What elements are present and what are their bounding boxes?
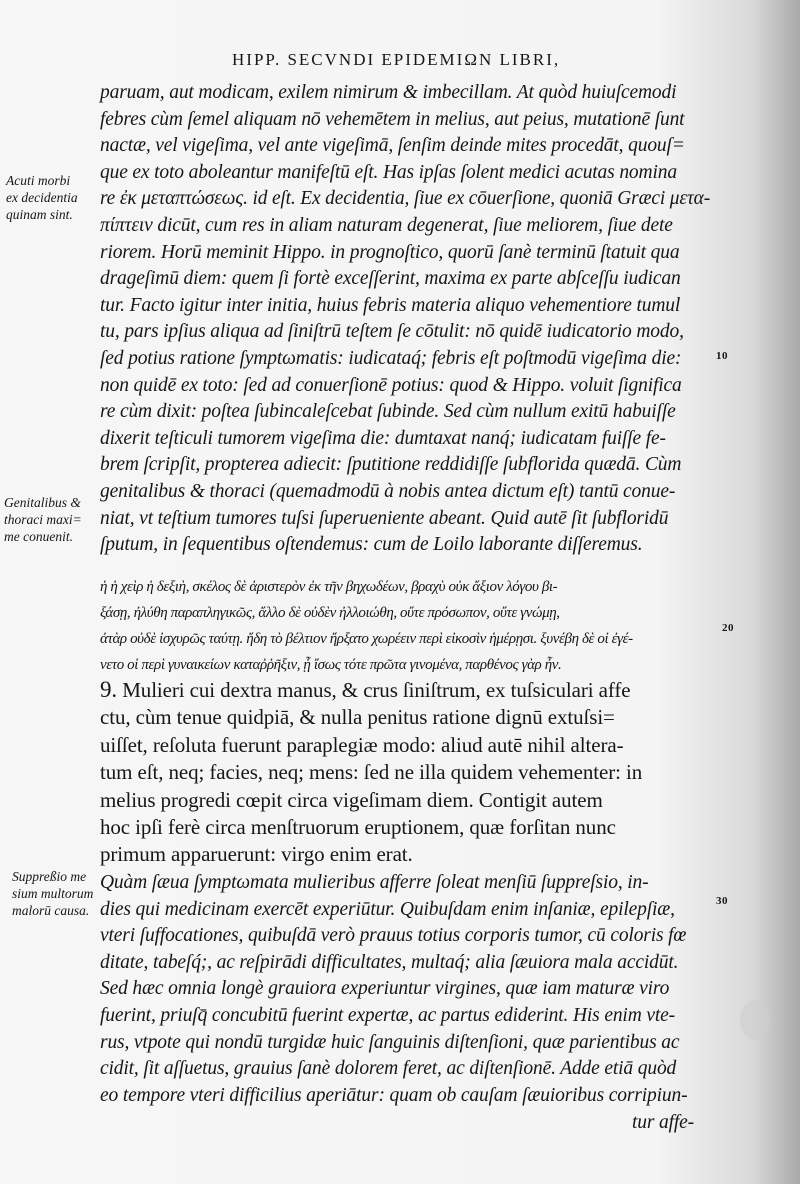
commentary-line-10: ſed potius ratione ſymptωmatis: iudicataq́; febris eſt poſtmodū vigeſima die: bbox=[100, 347, 682, 369]
commentary-line-1: febres cùm ſemel aliquam nō vehemētem in melius, aut peius, mutationē ſunt bbox=[100, 108, 685, 130]
aphorism-first-line bbox=[100, 676, 710, 704]
margin-note-line: Acuti morbi bbox=[6, 173, 71, 188]
margin-note-suppressio bbox=[12, 868, 107, 919]
commentary-line-8: tur. Facto igitur inter initia, huius febris materia aliquo vehementiore tumul bbox=[100, 294, 681, 316]
margin-note-line: Suppreßio me bbox=[12, 869, 87, 884]
line-number-30: 30 bbox=[716, 895, 728, 907]
commentary2-line-7: cidit, ſit aſſuetus, grauius ſanè dolorem feret, ac diſtenſionē. Adde etiā quòd bbox=[100, 1058, 677, 1080]
margin-note-genitalibus bbox=[4, 494, 99, 545]
line-number-10: 10 bbox=[716, 350, 728, 362]
page-blemish bbox=[740, 1000, 770, 1040]
commentary-line-14: brem ſcripſit, propterea adiecit: ſputitione reddidiſſe ſubflorida quædā. Cùm bbox=[100, 454, 682, 476]
commentary-line-13: dixerit teſticuli tumorem vigeſima die: dumtaxat nanq́; iudicatam fuiſſe fe- bbox=[100, 427, 666, 449]
commentary-line-4: re ἐκ μεταπτώσεως. id eſt. Ex decidentia, ſiue ex cōuerſione, quoniā Græci μετα- bbox=[100, 188, 711, 210]
commentary-line-2: nactæ, vel vigeſima, vel ante vigeſimā, ſenſim deinde mites procedāt, quouſ= bbox=[100, 135, 685, 157]
commentary-line-16: niat, vt teſtium tumores tuſsi ſuperueniente abeant. Quid autē ſit ſubfloridū bbox=[100, 507, 669, 529]
commentary2-line-1: dies qui medicinam exercēt experiūtur. Quibuſdam enim inſaniæ, epilepſiæ, bbox=[100, 898, 675, 920]
margin-note-line: Genitalibus & bbox=[4, 495, 81, 510]
commentary-line-11: non quidē ex toto: ſed ad conuerſionē potius: quod & Hippo. voluit ſignifica bbox=[100, 374, 682, 396]
commentary-line-7: drageſimū diem: quem ſi fortè exceſſerint, maxima ex parte abſceſſu iudican bbox=[100, 268, 681, 290]
running-header: HIPP. SECVNDI EPIDEMIΩN LIBRI, bbox=[232, 50, 561, 69]
commentary2-line-4: Sed hæc omnia longè grauiora experiuntur virgines, quæ iam maturæ viro bbox=[100, 978, 670, 1000]
aphorism-line-1: ctu, cùm tenue quidpiā, & nulla penitus ratione dignū extuſsi= bbox=[100, 705, 615, 730]
aphorism-line-5: hoc ipſi ferè circa menſtruorum eruptionem, quæ forſitan nunc bbox=[100, 815, 616, 840]
commentary-line-6: riorem. Horū meminit Hippo. in prognoſtico, quorū ſanè terminū ſtatuit qua bbox=[100, 241, 680, 263]
commentary2-line-6: rus, vtpote qui nondū turgidæ huic ſanguinis diſtenſioni, quæ parientibus ac bbox=[100, 1031, 680, 1053]
greek-line-2: ἀτὰρ οὐδὲ ἰσχυρῶς ταύτῃ. ἤδη τὸ βέλτιον ἤρξατο χωρέειν περὶ εἰκοσὶν ἡμέρῃσι. ξυνέβη δὲ οἱ ἐγέ- bbox=[100, 631, 633, 647]
margin-note-line: ex decidentia bbox=[6, 190, 78, 205]
aphorism-line-0: Mulieri cui dextra manus, & crus ſiniſtrum, ex tuſsiculari affe bbox=[122, 678, 631, 702]
greek-quotation bbox=[100, 574, 710, 678]
margin-note-line: quinam sint. bbox=[6, 207, 73, 222]
margin-note-acuti bbox=[6, 172, 101, 223]
commentary-line-3: que ex toto aboleantur manifeſtū eſt. Has ipſas ſolent medici acutas nomina bbox=[100, 161, 677, 183]
commentary2-line-2: vteri ſuffocationes, quibuſdā verò prauus totius corporis tumor, cū coloris fœ bbox=[100, 925, 687, 947]
paragraph-commentary-2 bbox=[100, 870, 710, 1109]
paragraph-commentary-1 bbox=[100, 80, 710, 559]
aphorism-line-6: primum apparuerunt: virgo enim erat. bbox=[100, 842, 413, 867]
catchword: tur affe- bbox=[632, 1112, 695, 1133]
commentary2-line-0: Quàm ſæua ſymptωmata mulieribus afferre ſoleat menſiū ſuppreſsio, in- bbox=[100, 872, 649, 893]
margin-note-line: sium multorum bbox=[12, 886, 94, 901]
commentary2-line-8: eo tempore vteri difficilius aperiātur: quam ob cauſam ſæuioribus corripiun- bbox=[100, 1084, 688, 1106]
greek-line-3: νετο οἱ περὶ γυναικείων καταῤῥῆξιν, ᾗ ἴσως τότε πρῶτα γινομένα, παρθένος γὰρ ἦν. bbox=[100, 657, 562, 673]
margin-note-line: thoraci maxi= bbox=[4, 512, 82, 527]
commentary-line-12: re cùm dixit: poſtea ſubincaleſcebat ſubinde. Sed cùm nullum exitū habuiſſe bbox=[100, 401, 676, 423]
margin-note-line: me conuenit. bbox=[4, 529, 73, 544]
section-number: 9. bbox=[100, 677, 118, 702]
aphorism-line-3: tum eſt, neq; facies, neq; mens: ſed ne illa quidem vehementer: in bbox=[100, 760, 643, 785]
commentary2-line-3: ditate, tabeſq́;, ac reſpirādi difficultates, multaq́; alia ſæuiora mala accidūt. bbox=[100, 951, 679, 973]
margin-note-line: malorū causa. bbox=[12, 903, 90, 918]
aphorism-line-4: melius progredi cœpit circa vigeſimam diem. Contigit autem bbox=[100, 787, 603, 812]
aphorism-line-2: uiſſet, reſoluta fuerunt paraplegiæ modo: aliud autē nihil altera- bbox=[100, 732, 624, 757]
line-number-20: 20 bbox=[722, 622, 734, 634]
greek-line-1: ξάσῃ, ἠλύθη παραπληγικῶς, ἄλλο δὲ οὐδὲν ἠλλοιώθη, οὔτε πρόσωπον, οὔτε γνώμῃ, bbox=[100, 605, 560, 621]
commentary-line-9: tu, pars ipſius aliqua ad ſiniſtrū teſtem ſe cōtulit: nō quidē iudicatorio modo, bbox=[100, 321, 684, 343]
commentary-line-15: genitalibus & thoraci (quemadmodū à nobis antea dictum eſt) tantū conue- bbox=[100, 480, 676, 502]
commentary-line-17: ſputum, in ſequentibus oſtendemus: cum de Loilo laborante diſſeremus. bbox=[100, 534, 643, 556]
commentary-line-0: paruam, aut modicam, exilem nimirum & imbecillam. At quòd huiuſcemodi bbox=[100, 82, 677, 103]
aphorism-latin-text bbox=[100, 676, 710, 869]
commentary-line-5: πίπτειν dicūt, cum res in aliam naturam degenerat, ſiue meliorem, ſiue dete bbox=[100, 214, 673, 236]
commentary2-line-5: fuerint, priuſq̄ concubitū fuerint expertæ, ac partus ediderint. His enim vte- bbox=[100, 1004, 675, 1026]
greek-line-0: ἡ ἡ χεὶρ ἡ δεξιὴ, σκέλος δὲ ἀριστερὸν ἐκ τῆν βηχωδέων, βραχὺ οὐκ ἄξιον λόγου βι- bbox=[100, 579, 558, 595]
